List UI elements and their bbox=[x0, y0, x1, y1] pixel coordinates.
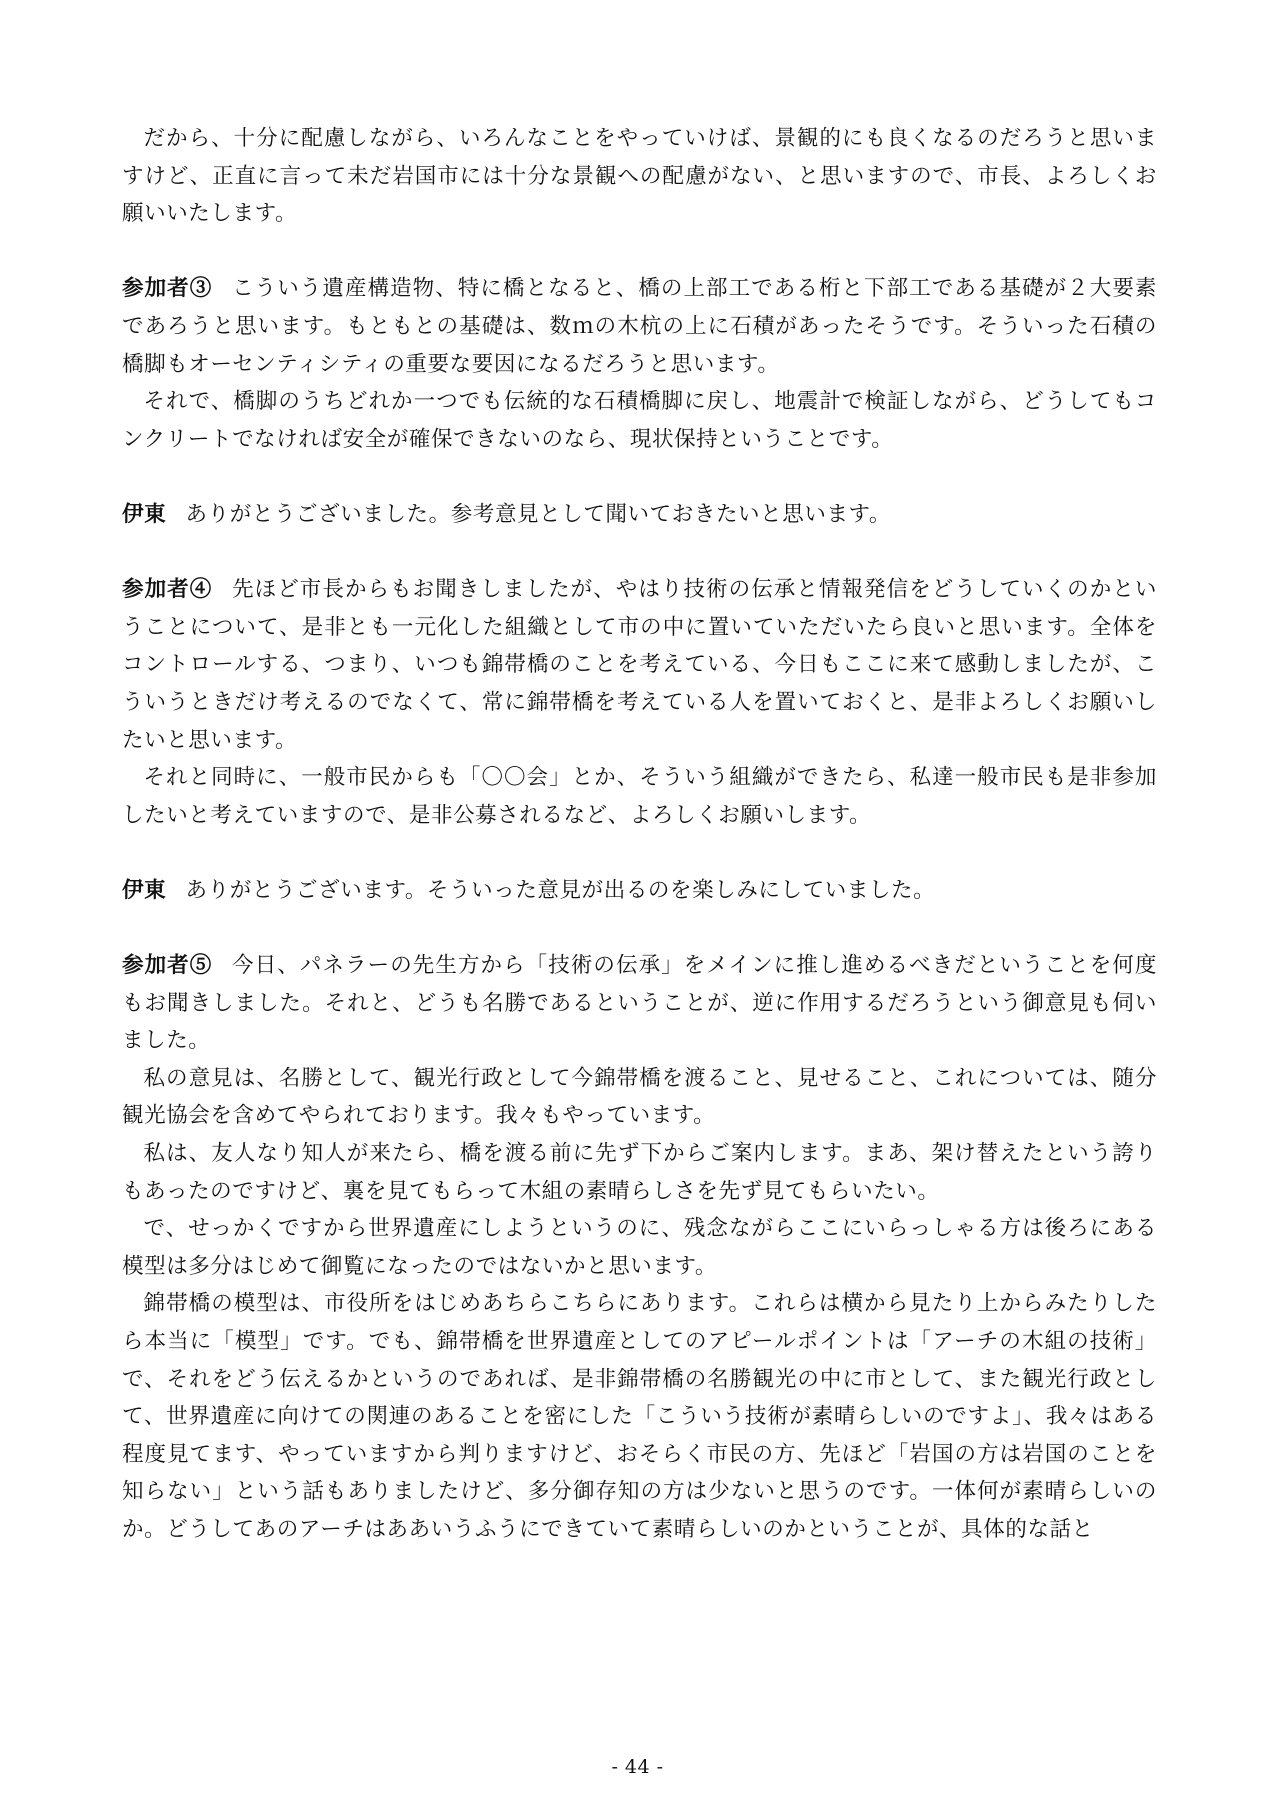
paragraph: だから、十分に配慮しながら、いろんなことをやっていけば、景観的にも良くなるのだろうと思いますけど、正直に言って未だ岩国市には十分な景観への配慮がない、と思いますので、市長、よろしくお願いいたします。 bbox=[122, 126, 1157, 227]
paragraph: それと同時に、一般市民からも「〇〇会」とか、そういう組織ができたら、私達一般市民も是非参加したいと考えていますので、是非公募されるなど、よろしくお願いします。 bbox=[122, 765, 1157, 828]
paragraph: 私は、友人なり知人が来たら、橋を渡る前に先ず下からご案内します。まあ、架け替えたという誇りもあったのですけど、裏を見てもらって木組の素晴らしさを先ず見てもらいたい。 bbox=[122, 1141, 1157, 1204]
page-number: - 44 - bbox=[611, 1756, 664, 1778]
paragraph bbox=[122, 571, 1157, 759]
speaker-name: 参加者④ bbox=[122, 577, 213, 603]
paragraph-text: 先ほど市長からもお聞きしましたが、やはり技術の伝承と情報発信をどうしていくのかということについて、是非とも一元化した組織として市の中に置いていただいたら良いと思います。全体をコントロールする、つまり、いつも錦帯橋のことを考えている、今日もここに来て感動しましたが、こういうときだけ考えるのでなくて、常に錦帯橋を考えている人を置いておくと、是非よろしくお願いしたいと思います。 bbox=[122, 577, 1157, 753]
body-text bbox=[122, 120, 1157, 1586]
paragraph-text: こういう遺産構造物、特に橋となると、橋の上部工である桁と下部工である基礎が２大要素であろうと思います。もともとの基礎は、数ｍの木杭の上に石積があったそうです。そういった石積の橋脚もオーセンティシティの重要な要因になるだろうと思います。 bbox=[122, 276, 1157, 377]
paragraph: 私の意見は、名勝として、観光行政として今錦帯橋を渡ること、見せること、これについては、随分観光協会を含めてやられております。我々もやっています。 bbox=[122, 1065, 1157, 1129]
moderator-remark bbox=[122, 872, 1157, 910]
paragraph: それで、橋脚のうちどれか一つでも伝統的な石積橋脚に戻し、地震計で検証しながら、どうしてもコンクリートでなければ安全が確保できないのなら、現状保持ということです。 bbox=[122, 389, 1157, 452]
paragraph: で、せっかくですから世界遺産にしようというのに、残念ながらここにいらっしゃる方は後ろにある模型は多分はじめて御覧になったのではないかと思います。 bbox=[122, 1216, 1157, 1279]
opening-remark bbox=[122, 120, 1157, 233]
participant-3-remark bbox=[122, 270, 1157, 458]
speaker-name: 伊東 bbox=[122, 501, 167, 527]
participant-4-remark bbox=[122, 571, 1157, 834]
paragraph bbox=[122, 270, 1157, 383]
speaker-name: 伊東 bbox=[122, 877, 167, 903]
paragraph-text: ありがとうございます。そういった意見が出るのを楽しみにしていました。 bbox=[185, 877, 936, 903]
paragraph bbox=[122, 496, 1157, 534]
paragraph bbox=[122, 872, 1157, 910]
speaker-name: 参加者⑤ bbox=[122, 953, 213, 979]
paragraph-text: ありがとうございました。参考意見として聞いておきたいと思います。 bbox=[185, 501, 892, 527]
paragraph-text: 今日、パネラーの先生方から「技術の伝承」をメインに推し進めるべきだということを何度もお聞きしました。それと、どうも名勝であるということが、逆に作用するだろうという御意見も伺いました。 bbox=[122, 953, 1157, 1054]
paragraph: 錦帯橋の模型は、市役所をはじめあちらこちらにあります。これらは横から見たり上からみたりしたら本当に「模型」です。でも、錦帯橋を世界遺産としてのアピールポイントは「アーチの木組の技術」で、それをどう伝えるかというのであれば、是非錦帯橋の名勝観光の中に市として、また観光行政として、世界遺産に向けての関連のあることを密にした「こういう技術が素晴らしいのですよ」、我々はある程度見てます、やっていますから判りますけど、おそらく市民の方、先ほど「岩国の方は岩国のことを知らない」という話もありましたけど、多分御存知の方は少ないと思うのです。一体何が素晴らしいのか。どうしてあのアーチはああいうふうにできていて素晴らしいのかということが、具体的な話と bbox=[122, 1291, 1157, 1542]
participant-5-remark bbox=[122, 947, 1157, 1549]
moderator-remark bbox=[122, 496, 1157, 534]
speaker-name: 参加者③ bbox=[122, 276, 213, 302]
paragraph bbox=[122, 947, 1157, 1060]
